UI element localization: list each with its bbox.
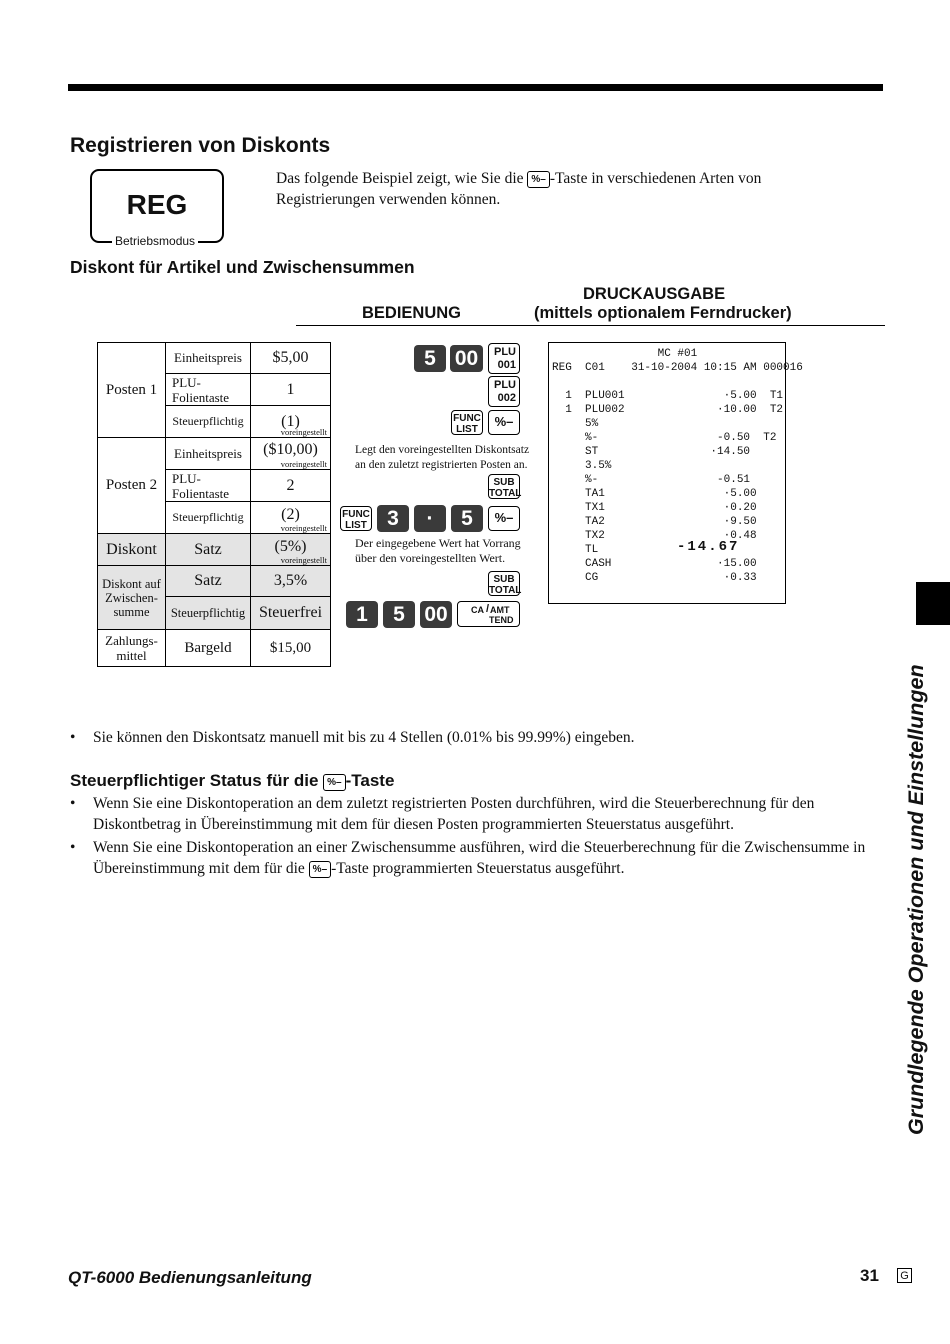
slash-glyph: / [486,603,490,615]
key-5: 5 [383,601,415,628]
page-language-badge: G [897,1268,912,1283]
amt-label: AMT [490,605,510,615]
cash-label: Bargeld [166,630,251,667]
func-label: FUNC [453,413,481,424]
folientaste-label: Folientaste [172,389,230,405]
subtotal-rate: 3,5% [251,566,331,597]
percent-minus-key: %– [488,410,520,435]
key-00: 00 [420,601,452,628]
subtotal-key [488,571,520,596]
discount-rate-cell [251,534,331,566]
note1-line2: an den zuletzt registrierten Posten an. [355,459,528,471]
total-label: TOTAL [489,585,522,596]
receipt-line: MC #01 [552,348,698,360]
receipt-line: TA2 ·9.50 [552,516,757,528]
plu-label: PLU- [172,374,201,390]
top-rule [68,84,883,91]
rate-label: Satz [166,534,251,566]
bullet-item-discount [70,793,885,835]
sub2-text-2: -Taste [345,771,395,790]
sub-line1: Diskont auf [102,576,161,591]
p2-price: ($10,00) [263,440,318,458]
payment-label [98,630,166,667]
list-label: LIST [345,520,367,531]
preset-note: voreingestellt [280,555,327,565]
bullet-text: Wenn Sie eine Diskontoperation an dem zuletzt registrierten Posten durchführen, wird die Steuerberechnung für den Diskontbetrag in Übereinstimmung mit dem für diesen Posten programmierten Steuerstatus ausgeführt. [93,795,815,833]
subtotal-discount-label [98,566,166,630]
p1-tax-cell [251,406,331,438]
percent-minus-key: %– [488,506,520,531]
subtotal-tax: Steuerfrei [251,597,331,630]
plu-key-label: PLU [494,346,516,358]
p1-tax: (1) [281,412,300,430]
mode-caption: Betriebsmodus [112,234,198,248]
sub-line2: Zwischen- [105,590,158,605]
page-number: 31 [860,1266,879,1285]
receipt-total: -14.67 [677,539,740,555]
bullet-subtotal-discount [70,837,885,879]
receipt-line: TX1 ·0.20 [552,502,757,514]
header-operation: BEDIENUNG [362,304,462,322]
mode-label: REG [126,189,188,220]
p2-price-cell [251,438,331,470]
preset-note: voreingestellt [280,427,327,437]
footer-manual-title: QT-6000 Bedienungsanleitung [68,1268,312,1287]
sub-label: SUB [493,477,515,488]
receipt-printout [548,342,803,604]
side-chapter-title: Grundlegende Operationen und Einstellungen [904,664,928,1135]
posten2-label: Posten 2 [98,438,166,534]
key-5: 5 [414,345,446,372]
plu-key-label: PLU [494,379,516,391]
key-00: 00 [450,345,483,372]
receipt-line: CG ·0.33 [552,572,757,584]
percent-key-icon: %– [309,861,331,878]
bullet-dot: • [70,839,76,856]
bullet2-text-2: -Taste programmierten Steuerstatus ausgeführt. [331,860,625,877]
sub-line3: summe [113,604,150,619]
rate-label: Satz [166,566,251,597]
posten1-label: Posten 1 [98,343,166,438]
receipt-line: 1 PLU001 ·5.00 T1 [552,390,784,402]
plu-002-key [488,376,520,407]
header-rule [296,325,885,326]
side-thumb-tab [916,582,950,625]
p2-tax-cell [251,502,331,534]
subheading-tax-status [70,771,394,791]
bullet2-text-1: Wenn Sie eine Diskontoperation an einer Zwischensumme ausführen, wird die Steuerberechnung für die Zwischensumme in Übereinstimmung mit dem für die [93,839,866,877]
receipt-line: TL [552,544,599,556]
receipt-line: 1 PLU002 ·10.00 T2 [552,404,784,416]
receipt-line: REG C01 31-10-2004 10:15 AM 000016 [552,362,803,374]
bullet-dot: • [70,795,76,812]
plu-number: 002 [497,392,516,404]
receipt-line: TX2 ·0.48 [552,530,757,542]
sub-label: SUB [493,574,515,585]
bullet-dot: • [70,729,76,746]
note2-line2: über den voreingestellten Wert. [355,551,506,565]
intro-text-2: -Taste in verschiedenen Arten von Registrierungen verwenden können. [276,170,762,208]
p2-plu: 2 [251,470,331,502]
taxable-label: Steuerpflichtig [166,502,251,534]
receipt-line: %- -0.51 [552,474,751,486]
ca-label: CA [471,605,484,615]
key-dot: · [414,505,446,532]
func-list-key [451,410,483,435]
payment-line1: Zahlungs- [105,633,158,648]
taxable-label: Steuerpflichtig [166,406,251,438]
key-5: 5 [451,505,483,532]
intro-text-1: Das folgende Beispiel zeigt, wie Sie die [276,170,528,187]
percent-key-icon: %– [323,774,345,791]
receipt-line: CASH ·15.00 [552,558,757,570]
plu-key-label [166,470,251,502]
plu-number: 001 [497,359,516,371]
note1-line1: Legt den voreingestellten Diskontsatz [355,444,530,456]
mode-indicator-box [90,169,224,248]
receipt-line: %- -0.50 T2 [552,432,777,444]
key-1: 1 [346,601,378,628]
bullet-text [93,837,885,879]
intro-paragraph [276,168,836,210]
ca-amt-tend-key [457,601,520,627]
preset-note: voreingestellt [280,459,327,469]
bullet-manual-rate [70,727,885,748]
receipt-line: ST ·14.50 [552,446,751,458]
example-data-table [97,342,331,667]
discount-rate: (5%) [274,537,307,555]
payment-amount: $15,00 [251,630,331,667]
p1-plu: 1 [251,374,331,406]
bullet-text: Sie können den Diskontsatz manuell mit bis zu 4 Stellen (0.01% bis 99.99%) eingeben. [93,729,635,746]
payment-line2: mittel [116,648,147,663]
note-override [355,536,521,566]
unit-price-label: Einheitspreis [166,438,251,470]
tend-label: TEND [489,615,514,625]
subtotal-key [488,474,520,499]
total-label: TOTAL [489,488,522,499]
receipt-line: 3.5% [552,460,612,472]
header-printout: DRUCKAUSGABE [583,285,726,303]
receipt-line: TA1 ·5.00 [552,488,757,500]
percent-key-icon: %– [527,171,549,188]
plu-label: PLU- [172,470,201,486]
subheading-item-discount: Diskont für Artikel und Zwischensummen [70,257,415,277]
list-label: LIST [456,424,478,435]
func-label: FUNC [342,509,370,520]
unit-price-label: Einheitspreis [166,343,251,374]
p1-price: $5,00 [251,343,331,374]
preset-note: voreingestellt [280,523,327,533]
note2-line1: Der eingegebene Wert hat Vorrang [355,536,521,550]
sub2-text-1: Steuerpflichtiger Status für die [70,771,324,790]
note-preset-rate [355,443,529,473]
section-title: Registrieren von Diskonts [70,134,331,157]
discount-label: Diskont [98,534,166,566]
folientaste-label: Folientaste [172,485,230,501]
key-3: 3 [377,505,409,532]
header-printout-sub: (mittels optionalem Ferndrucker) [534,304,792,322]
p2-tax: (2) [281,505,300,523]
taxable-label: Steuerpflichtig [166,597,251,630]
func-list-key [340,506,372,531]
receipt-line: 5% [552,418,599,430]
plu-001-key [488,343,520,374]
plu-key-label [166,374,251,406]
